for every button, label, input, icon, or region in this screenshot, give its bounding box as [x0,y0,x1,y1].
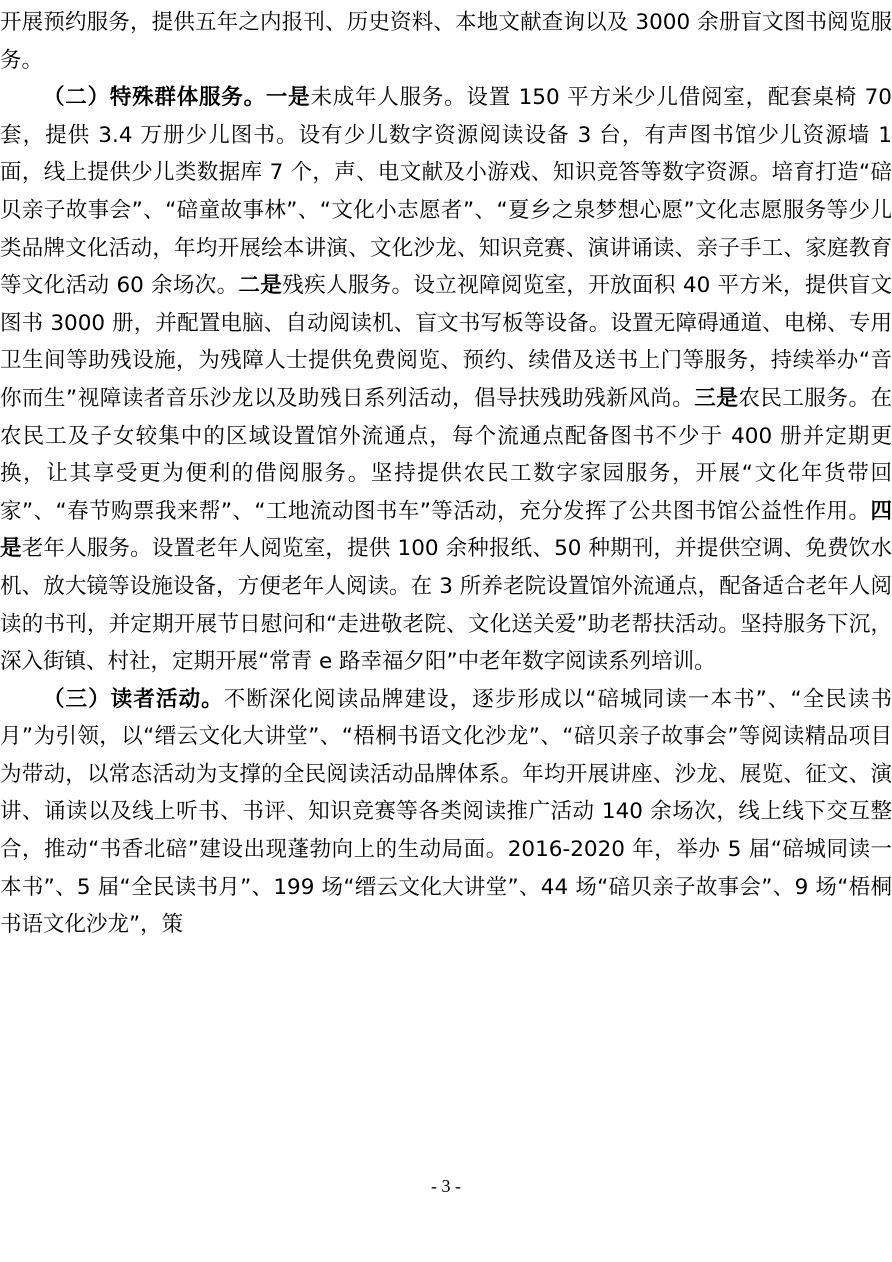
paragraph-text: 农民工服务。在农民工及子女较集中的区域设置馆外流通点，每个流通点配备图书不少于 400 册并定期更换，让其享受更为便利的借阅服务。坚持提供农民工数字家园服务，开展“文化年货带回家”、“春节购票我来帮”、“工地流动图书车”等活动，充分发挥了公共图书馆公益性作用。 [0,385,892,524]
paragraph-text: 开展预约服务，提供五年之内报刊、历史资料、本地文献查询以及 3000 余册盲文图书阅览服务。 [0,10,892,73]
paragraph-text: 不断深化阅读品牌建设，逐步形成以“碚城同读一本书”、“全民读书月”为引领，以“缙云文化大讲堂”、“梧桐书语文化沙龙”、“碚贝亲子故事会”等阅读精品项目为带动，以常态活动为支撑的全民阅读活动品牌体系。年均开展讲座、沙龙、展览、征文、演讲、诵读以及线上听书、书评、知识竞赛等各类阅读推广活动 140 余场次，线上线下交互整合，推动“书香北碚”建设出现蓬勃向上的生动局面。2016-2020 年，举办 5 届“碚城同读一本书”、5 届“全民读书月”、199 场“缙云文化大讲堂”、44 场“碚贝亲子故事会”、9 场“梧桐书语文化沙龙”，策 [0,686,892,938]
paragraph-text: 残疾人服务。设立视障阅览室，开放面积 40 平方米，提供盲文图书 3000 册，并配置电脑、自动阅读机、盲文书写板等设备。设置无障碍通道、电梯、专用卫生间等助残设施，为残障人士提供免费阅览、预约、续借及送书上门等服务，持续举办“音你而生”视障读者音乐沙龙以及助残日系列活动，倡导扶残助残新风尚。 [0,273,892,411]
page-number: - 3 - [431,1176,461,1196]
section-heading-special-groups: （二）特殊群体服务。一是 [43,85,311,111]
item-marker-three: 三是 [694,385,739,411]
paragraph-reader-activities [0,681,892,944]
paragraph-continuation [0,4,892,79]
section-heading-reader-activities: （三）读者活动。 [43,686,224,712]
item-marker-four: 四是 [0,498,892,562]
paragraph-text: 老年人服务。设置老年人阅览室，提供 100 余种报纸、50 种期刊，并提供空调、免费饮水机、放大镜等设施设备，方便老年人阅读。在 3 所养老院设置馆外流通点，配备适合老年人阅读的书刊，并定期开展节日慰问和“走进敬老院、文化送关爱”助老帮扶活动。坚持服务下沉，深入街镇、村社，定期开展“常青 e 路幸福夕阳”中老年数字阅读系列培训。 [0,536,892,675]
item-marker-two: 二是 [238,273,283,299]
document-body [0,4,892,944]
paragraph-text: 未成年人服务。设置 150 平方米少儿借阅室，配套桌椅 70 套，提供 3.4 万册少儿图书。设有少儿数字资源阅读设备 3 台，有声图书馆少儿资源墙 1 面，线上提供少儿类数据库 7 个，声、电文献及小游戏、知识竞答等数字资源。培育打造“碚贝亲子故事会”、“碚童故事林”、“文化小志愿者”、“夏乡之泉梦想心愿”文化志愿服务等少儿类品牌文化活动，年均开展绘本讲演、文化沙龙、知识竞赛、演讲诵读、亲子手工、家庭教育等文化活动 60 余场次。 [0,85,892,299]
paragraph-special-groups [0,79,892,681]
